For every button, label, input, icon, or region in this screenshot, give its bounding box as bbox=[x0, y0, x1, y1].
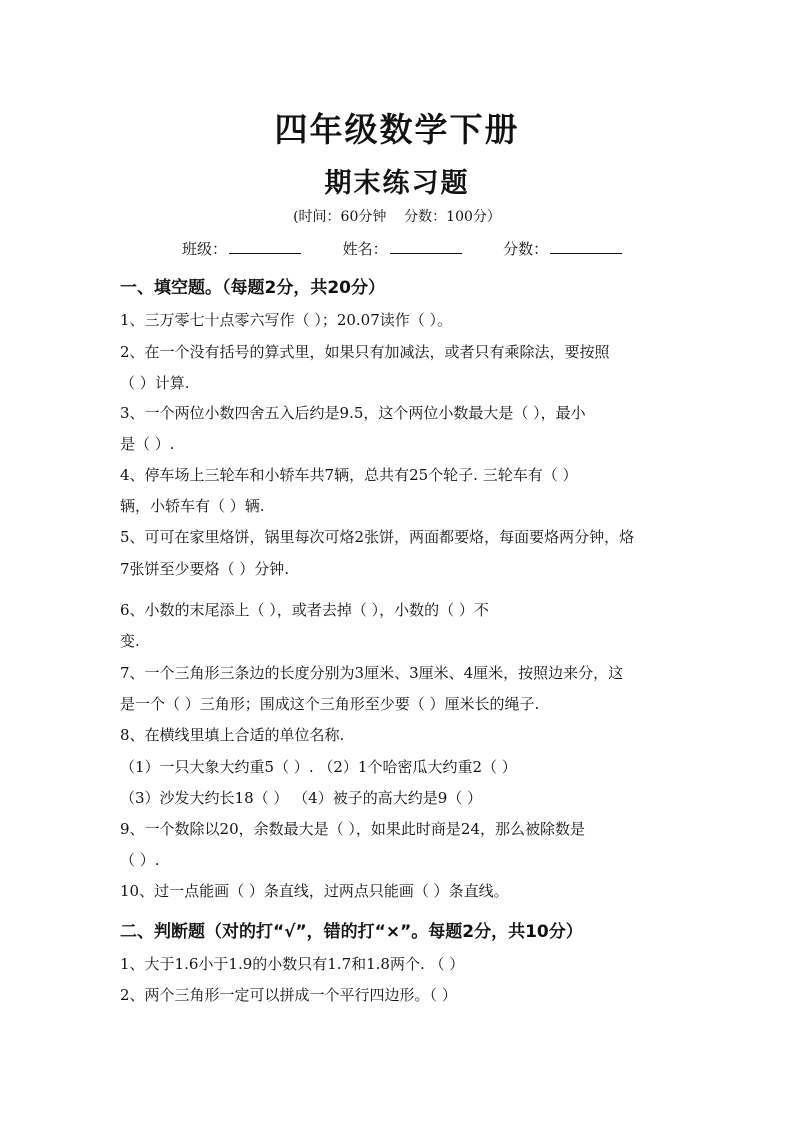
question-line: 变. bbox=[120, 632, 140, 650]
question-line: 9、一个数除以20，余数最大是（ ），如果此时商是24，那么被除数是 bbox=[120, 820, 585, 838]
question-line: （ ）计算. bbox=[120, 374, 190, 392]
question-line: 3、一个两位小数四舍五入后约是9.5，这个两位小数最大是（ ），最小 bbox=[120, 404, 586, 422]
question-line: 7、一个三角形三条边的长度分别为3厘米、3厘米、4厘米，按照边来分，这 bbox=[120, 664, 624, 682]
question-line: 8、在横线里填上合适的单位名称. bbox=[120, 726, 345, 744]
question-line: 2、在一个没有括号的算式里，如果只有加减法，或者只有乘除法，要按照 bbox=[120, 343, 610, 361]
score-field bbox=[503, 238, 622, 259]
section-heading: 一、填空题。（每题2分，共20分） bbox=[120, 278, 385, 298]
student-info-line bbox=[182, 238, 622, 259]
section-heading: 二、判断题（对的打“√”，错的打“×”。每题2分，共10分） bbox=[120, 922, 583, 942]
name-field bbox=[343, 238, 462, 259]
question-line: 是一个（ ）三角形；围成这个三角形至少要（ ）厘米长的绳子. bbox=[120, 695, 540, 713]
question-line: 7张饼至少要烙（ ）分钟. bbox=[120, 560, 290, 578]
score-blank[interactable] bbox=[550, 239, 622, 254]
question-line: 4、停车场上三轮车和小轿车共7辆，总共有25个轮子. 三轮车有（ ） bbox=[120, 466, 578, 484]
page-title: 四年级数学下册 bbox=[274, 110, 520, 149]
score-label: 分数： bbox=[503, 240, 549, 258]
question-line: 2、两个三角形一定可以拼成一个平行四边形。（ ） bbox=[120, 986, 457, 1004]
name-blank[interactable] bbox=[390, 239, 462, 254]
class-field bbox=[182, 238, 301, 259]
name-label: 姓名： bbox=[342, 240, 388, 258]
question-line: 1、大于1.6小于1.9的小数只有1.7和1.8两个. （ ） bbox=[120, 955, 465, 973]
time-score-info: (时间：60分钟 分数：100分） bbox=[293, 209, 501, 225]
class-label: 班级： bbox=[182, 240, 228, 258]
question-line: 辆，小轿车有（ ）辆. bbox=[120, 497, 265, 515]
question-line: 6、小数的末尾添上（ ），或者去掉（ ），小数的（ ）不 bbox=[120, 601, 489, 619]
question-line: （1）一只大象大约重5（ ）. （2）1个哈密瓜大约重2（ ） bbox=[120, 758, 517, 776]
question-line: 10、过一点能画（ ）条直线，过两点只能画（ ）条直线。 bbox=[120, 882, 509, 900]
class-blank[interactable] bbox=[229, 239, 301, 254]
question-line: 1、三万零七十点零六写作（ ）；20.07读作（ ）。 bbox=[120, 311, 453, 329]
question-line: （ ）. bbox=[120, 851, 160, 869]
question-line: 5、可可在家里烙饼，锅里每次可烙2张饼，两面都要烙，每面要烙两分钟，烙 bbox=[120, 528, 635, 546]
question-line: （3）沙发大约长18（ ） （4）被子的高大约是9（ ） bbox=[120, 789, 483, 807]
question-line: 是（ ）. bbox=[120, 435, 175, 453]
page-subtitle: 期末练习题 bbox=[324, 168, 470, 199]
